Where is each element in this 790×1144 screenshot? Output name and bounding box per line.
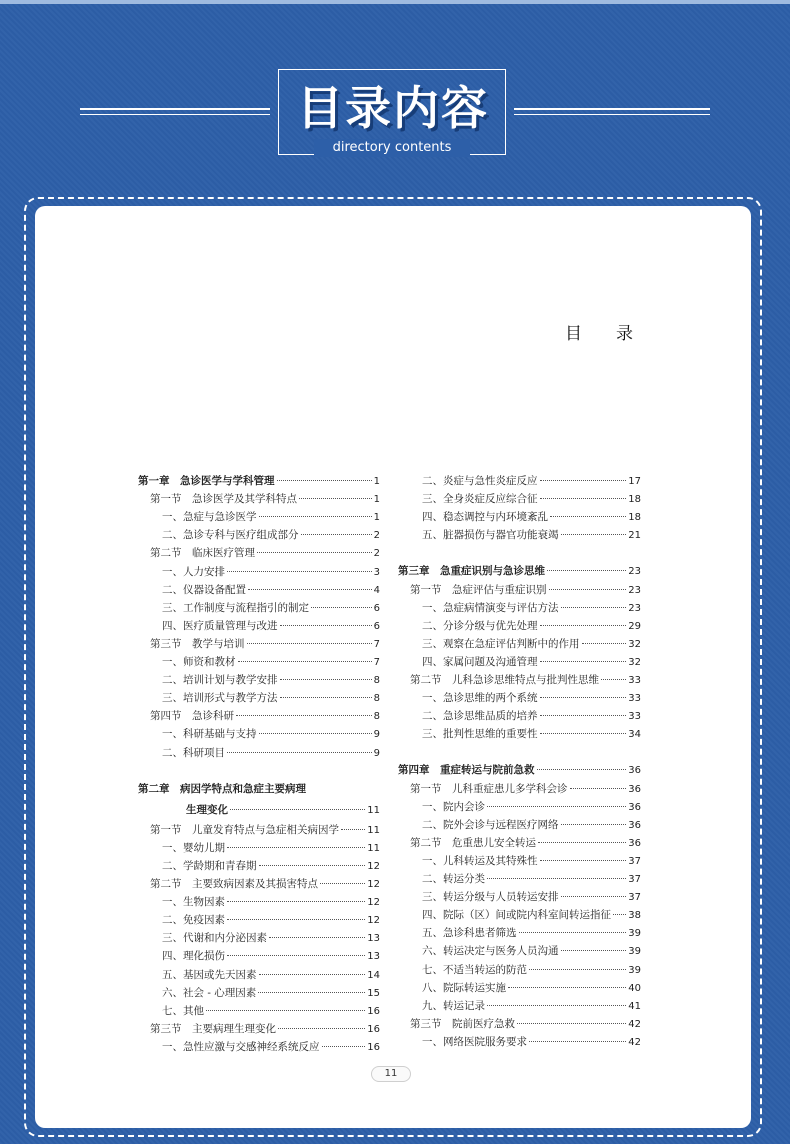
toc-entry-page: 33 xyxy=(628,711,641,722)
toc-entry-title: 三、工作制度与流程指引的制定 xyxy=(162,602,309,614)
header-rule-left-thin xyxy=(80,114,270,115)
toc-entry-title: 二、免疫因素 xyxy=(162,914,225,926)
toc-entry-page: 32 xyxy=(628,639,641,650)
toc-leader-dots xyxy=(227,901,365,902)
toc-entry-title: 二、炎症与急性炎症反应 xyxy=(422,475,538,487)
toc-leader-dots xyxy=(537,769,627,770)
toc-entry-page: 32 xyxy=(628,657,641,668)
toc-entry-page: 41 xyxy=(628,1001,641,1012)
toc-entry-title: 一、科研基础与支持 xyxy=(162,728,257,740)
toc-entry-title: 三、观察在急症评估判断中的作用 xyxy=(422,638,580,650)
toc-entry-title: 六、社会 - 心理因素 xyxy=(162,987,257,999)
toc-entry xyxy=(422,924,641,942)
toc-entry-title: 二、培训计划与教学安排 xyxy=(162,674,278,686)
toc-entry-page: 2 xyxy=(373,548,380,559)
toc-leader-dots xyxy=(322,1046,366,1047)
toc-leader-dots xyxy=(277,480,372,481)
toc-entry-page: 39 xyxy=(628,928,641,939)
content-card xyxy=(35,206,751,1128)
toc-entry-title: 第三节 院前医疗急救 xyxy=(410,1018,515,1030)
toc-entry xyxy=(162,653,380,671)
toc-entry-title: 一、人力安排 xyxy=(162,566,225,578)
toc-entry-page: 12 xyxy=(367,915,380,926)
toc-entry xyxy=(422,961,641,979)
toc-entry-page: 12 xyxy=(367,897,380,908)
toc-entry xyxy=(162,1002,380,1020)
toc-leader-dots xyxy=(517,1023,626,1024)
toc-entry-title: 一、急症病情演变与评估方法 xyxy=(422,602,559,614)
toc-leader-dots xyxy=(540,480,627,481)
toc-entry-page: 17 xyxy=(628,476,641,487)
toc-heading xyxy=(565,324,645,344)
toc-leader-dots xyxy=(550,516,626,517)
toc-entry xyxy=(162,689,380,707)
toc-entry-title: 三、培训形式与教学方法 xyxy=(162,692,278,704)
toc-entry-page: 4 xyxy=(373,585,380,596)
toc-entry xyxy=(162,725,380,743)
toc-entry xyxy=(150,490,380,508)
page-title: 目录内容 xyxy=(297,81,489,135)
toc-leader-dots xyxy=(582,643,627,644)
toc-entry-page: 2 xyxy=(373,530,380,541)
toc-leader-dots xyxy=(278,1028,365,1029)
toc-entry xyxy=(162,1038,380,1056)
toc-entry-page: 11 xyxy=(367,805,380,816)
toc-entry-page: 40 xyxy=(628,983,641,994)
toc-entry xyxy=(422,617,641,635)
toc-entry-title: 六、转运决定与医务人员沟通 xyxy=(422,945,559,957)
toc-entry-title: 三、转运分级与人员转运安排 xyxy=(422,891,559,903)
toc-entry-page: 34 xyxy=(628,729,641,740)
toc-entry xyxy=(162,893,380,911)
toc-entry-title: 二、分诊分级与优先处理 xyxy=(422,620,538,632)
toc-entry xyxy=(150,1020,380,1038)
toc-leader-dots xyxy=(508,987,626,988)
toc-entry-page: 1 xyxy=(373,476,380,487)
toc-entry-title: 三、批判性思维的重要性 xyxy=(422,728,538,740)
toc-entry-page: 16 xyxy=(367,1024,380,1035)
toc-entry xyxy=(138,780,380,798)
toc-leader-dots xyxy=(280,625,372,626)
toc-entry-page: 36 xyxy=(628,784,641,795)
toc-entry-title: 一、院内会诊 xyxy=(422,801,485,813)
toc-entry xyxy=(422,508,641,526)
toc-entry-page: 11 xyxy=(367,843,380,854)
toc-leader-dots xyxy=(259,974,366,975)
toc-leader-dots xyxy=(258,992,365,993)
toc-entry-title: 七、其他 xyxy=(162,1005,204,1017)
toc-entry-title: 四、医疗质量管理与改进 xyxy=(162,620,278,632)
toc-entry-title: 八、院际转运实施 xyxy=(422,982,506,994)
toc-entry-page: 1 xyxy=(373,494,380,505)
toc-entry-page: 13 xyxy=(367,933,380,944)
toc-leader-dots xyxy=(529,969,626,970)
toc-entry xyxy=(162,744,380,762)
toc-entry xyxy=(410,834,641,852)
toc-entry-title: 一、急性应激与交感神经系统反应 xyxy=(162,1041,320,1053)
toc-entry-title: 第二节 临床医疗管理 xyxy=(150,547,255,559)
toc-leader-dots xyxy=(519,932,627,933)
toc-entry xyxy=(422,490,641,508)
toc-entry xyxy=(422,1033,641,1051)
toc-entry xyxy=(422,979,641,997)
toc-leader-dots xyxy=(538,842,626,843)
page-number: 11 xyxy=(371,1066,411,1082)
toc-leader-dots xyxy=(547,570,626,571)
toc-entry-title: 第一节 儿科重症患儿多学科会诊 xyxy=(410,783,568,795)
toc-entry xyxy=(186,801,380,819)
toc-leader-dots xyxy=(247,643,372,644)
toc-entry-page: 18 xyxy=(628,494,641,505)
toc-entry-page: 42 xyxy=(628,1037,641,1048)
toc-entry-title: 第二章 病因学特点和急症主要病理 xyxy=(138,783,306,795)
toc-entry-title: 第四章 重症转运与院前急救 xyxy=(398,764,535,776)
toc-entry xyxy=(422,997,641,1015)
toc-entry-title: 四、理化损伤 xyxy=(162,950,225,962)
toc-entry-page: 37 xyxy=(628,856,641,867)
toc-entry-title: 三、全身炎症反应综合征 xyxy=(422,493,538,505)
toc-entry-page: 9 xyxy=(373,729,380,740)
toc-leader-dots xyxy=(301,534,372,535)
toc-entry-title: 一、急诊思维的两个系统 xyxy=(422,692,538,704)
toc-entry xyxy=(162,911,380,929)
toc-entry-page: 7 xyxy=(373,657,380,668)
toc-entry-title: 五、基因或先天因素 xyxy=(162,969,257,981)
toc-leader-dots xyxy=(487,806,626,807)
toc-leader-dots xyxy=(280,697,372,698)
toc-entry-title: 五、急诊科患者筛选 xyxy=(422,927,517,939)
toc-entry xyxy=(162,966,380,984)
toc-entry-page: 21 xyxy=(628,530,641,541)
toc-leader-dots xyxy=(341,829,365,830)
toc-entry xyxy=(422,689,641,707)
toc-entry-title: 四、院际（区）间或院内科室间转运指征 xyxy=(422,909,611,921)
toc-entry-title: 第二节 主要致病因素及其损害特点 xyxy=(150,878,318,890)
toc-entry xyxy=(422,472,641,490)
toc-leader-dots xyxy=(248,589,372,590)
toc-entry-title: 一、生物因素 xyxy=(162,896,225,908)
toc-leader-dots xyxy=(613,914,626,915)
toc-leader-dots xyxy=(280,679,372,680)
toc-entry-page: 33 xyxy=(628,693,641,704)
toc-entry-page: 7 xyxy=(373,639,380,650)
toc-entry xyxy=(410,1015,641,1033)
toc-leader-dots xyxy=(561,824,627,825)
toc-entry xyxy=(422,653,641,671)
toc-entry xyxy=(422,942,641,960)
toc-entry-page: 6 xyxy=(373,603,380,614)
toc-leader-dots xyxy=(227,847,365,848)
toc-leader-dots xyxy=(227,955,365,956)
header-rule-right xyxy=(514,108,710,110)
toc-entry xyxy=(422,635,641,653)
toc-entry xyxy=(422,816,641,834)
toc-leader-dots xyxy=(540,661,627,662)
toc-leader-dots xyxy=(487,1005,626,1006)
toc-entry xyxy=(162,508,380,526)
toc-leader-dots xyxy=(259,865,366,866)
toc-entry xyxy=(162,563,380,581)
toc-entry xyxy=(150,707,380,725)
toc-entry-title: 七、不适当转运的防范 xyxy=(422,964,527,976)
toc-entry xyxy=(410,581,641,599)
toc-leader-dots xyxy=(238,661,372,662)
toc-entry-page: 6 xyxy=(373,621,380,632)
toc-entry-title: 生理变化 xyxy=(186,804,228,816)
toc-leader-dots xyxy=(540,498,627,499)
toc-leader-dots xyxy=(529,1041,626,1042)
toc-entry-title: 二、转运分类 xyxy=(422,873,485,885)
toc-entry-title: 第二节 危重患儿安全转运 xyxy=(410,837,536,849)
toc-entry-page: 23 xyxy=(628,566,641,577)
toc-entry-page: 12 xyxy=(367,861,380,872)
toc-entry-page: 39 xyxy=(628,946,641,957)
toc-entry-page: 8 xyxy=(373,711,380,722)
toc-entry-page: 39 xyxy=(628,965,641,976)
toc-entry-title: 第一章 急诊医学与学科管理 xyxy=(138,475,275,487)
toc-entry-title: 三、代谢和内分泌因素 xyxy=(162,932,267,944)
toc-entry-title: 五、脏器损伤与器官功能衰竭 xyxy=(422,529,559,541)
toc-entry-page: 8 xyxy=(373,693,380,704)
toc-entry-title: 一、师资和教材 xyxy=(162,656,236,668)
toc-heading-text: 目 录 xyxy=(565,324,633,344)
toc-entry-title: 二、学龄期和青春期 xyxy=(162,860,257,872)
toc-leader-dots xyxy=(570,788,627,789)
toc-entry xyxy=(162,984,380,1002)
toc-entry xyxy=(162,839,380,857)
toc-entry xyxy=(150,635,380,653)
toc-leader-dots xyxy=(561,950,627,951)
toc-entry-page: 23 xyxy=(628,585,641,596)
toc-entry xyxy=(422,852,641,870)
toc-entry-page: 36 xyxy=(628,838,641,849)
toc-entry-page: 14 xyxy=(367,970,380,981)
toc-entry xyxy=(422,870,641,888)
toc-entry-title: 四、稳态调控与内环境紊乱 xyxy=(422,511,548,523)
toc-leader-dots xyxy=(227,919,365,920)
toc-entry-title: 二、院外会诊与远程医疗网络 xyxy=(422,819,559,831)
toc-entry-title: 九、转运记录 xyxy=(422,1000,485,1012)
toc-leader-dots xyxy=(227,571,372,572)
toc-leader-dots xyxy=(561,534,627,535)
toc-entry xyxy=(398,761,641,779)
toc-entry xyxy=(138,472,380,490)
toc-leader-dots xyxy=(540,860,627,861)
toc-entry-title: 二、急诊专科与医疗组成部分 xyxy=(162,529,299,541)
toc-entry xyxy=(410,780,641,798)
toc-entry-title: 一、网络医院服务要求 xyxy=(422,1036,527,1048)
toc-entry xyxy=(162,947,380,965)
toc-leader-dots xyxy=(311,607,372,608)
toc-leader-dots xyxy=(206,1010,365,1011)
toc-leader-dots xyxy=(257,552,372,553)
toc-entry xyxy=(422,906,641,924)
toc-entry-title: 第三节 主要病理生理变化 xyxy=(150,1023,276,1035)
toc-entry-title: 第三章 急重症识别与急诊思维 xyxy=(398,565,545,577)
toc-entry-page: 9 xyxy=(373,748,380,759)
toc-entry-page: 42 xyxy=(628,1019,641,1030)
toc-entry xyxy=(150,875,380,893)
toc-entry-title: 第一节 儿童发育特点与急症相关病因学 xyxy=(150,824,339,836)
toc-entry xyxy=(410,671,641,689)
toc-entry-title: 第四节 急诊科研 xyxy=(150,710,234,722)
toc-entry xyxy=(162,671,380,689)
toc-entry xyxy=(162,617,380,635)
toc-entry-page: 29 xyxy=(628,621,641,632)
header-rule-right-thin xyxy=(514,114,710,115)
toc-entry-title: 一、婴幼儿期 xyxy=(162,842,225,854)
toc-entry-title: 四、家属问题及沟通管理 xyxy=(422,656,538,668)
toc-entry-page: 1 xyxy=(373,512,380,523)
toc-entry xyxy=(422,599,641,617)
toc-entry xyxy=(422,725,641,743)
toc-leader-dots xyxy=(227,752,372,753)
toc-entry-title: 二、急诊思维品质的培养 xyxy=(422,710,538,722)
toc-entry xyxy=(422,798,641,816)
toc-entry-page: 36 xyxy=(628,820,641,831)
toc-leader-dots xyxy=(540,715,627,716)
toc-entry-title: 二、仪器设备配置 xyxy=(162,584,246,596)
toc-entry-page: 15 xyxy=(367,988,380,999)
toc-entry xyxy=(150,544,380,562)
toc-entry-title: 第二节 儿科急诊思维特点与批判性思维 xyxy=(410,674,599,686)
toc-leader-dots xyxy=(561,896,627,897)
toc-entry-page: 33 xyxy=(628,675,641,686)
toc-entry xyxy=(422,526,641,544)
toc-leader-dots xyxy=(561,607,627,608)
toc-entry-page: 36 xyxy=(628,765,641,776)
toc-entry-page: 38 xyxy=(628,910,641,921)
toc-entry xyxy=(162,857,380,875)
toc-entry-title: 二、科研项目 xyxy=(162,747,225,759)
toc-entry xyxy=(162,599,380,617)
toc-leader-dots xyxy=(540,733,627,734)
toc-leader-dots xyxy=(549,589,627,590)
toc-leader-dots xyxy=(259,733,372,734)
toc-entry-page: 37 xyxy=(628,892,641,903)
toc-leader-dots xyxy=(269,937,365,938)
toc-entry xyxy=(162,526,380,544)
toc-entry-title: 第一节 急诊医学及其学科特点 xyxy=(150,493,297,505)
toc-entry-page: 11 xyxy=(367,825,380,836)
toc-entry xyxy=(422,707,641,725)
toc-entry-page: 37 xyxy=(628,874,641,885)
toc-leader-dots xyxy=(236,715,372,716)
toc-entry xyxy=(150,821,380,839)
toc-leader-dots xyxy=(487,878,626,879)
toc-entry-title: 第三节 教学与培训 xyxy=(150,638,245,650)
toc-entry-page: 18 xyxy=(628,512,641,523)
toc-leader-dots xyxy=(230,809,365,810)
toc-leader-dots xyxy=(540,697,627,698)
toc-leader-dots xyxy=(601,679,626,680)
toc-entry-page: 8 xyxy=(373,675,380,686)
toc-entry-page: 36 xyxy=(628,802,641,813)
top-strip xyxy=(0,0,790,4)
toc-entry-title: 一、儿科转运及其特殊性 xyxy=(422,855,538,867)
header-rule-left xyxy=(80,108,270,110)
toc-leader-dots xyxy=(320,883,365,884)
toc-entry xyxy=(398,562,641,580)
toc-entry-page: 23 xyxy=(628,603,641,614)
toc-leader-dots xyxy=(299,498,372,499)
toc-entry-title: 第一节 急症评估与重症识别 xyxy=(410,584,547,596)
toc-entry-page: 3 xyxy=(373,567,380,578)
toc-leader-dots xyxy=(540,625,627,626)
toc-entry xyxy=(422,888,641,906)
toc-entry xyxy=(162,929,380,947)
toc-leader-dots xyxy=(259,516,372,517)
toc-entry-page: 16 xyxy=(367,1006,380,1017)
toc-entry-page: 12 xyxy=(367,879,380,890)
toc-entry-title: 一、急症与急诊医学 xyxy=(162,511,257,523)
toc-entry xyxy=(162,581,380,599)
toc-entry-page: 13 xyxy=(367,951,380,962)
page-subtitle: directory contents xyxy=(314,139,470,157)
toc-entry-page: 16 xyxy=(367,1042,380,1053)
